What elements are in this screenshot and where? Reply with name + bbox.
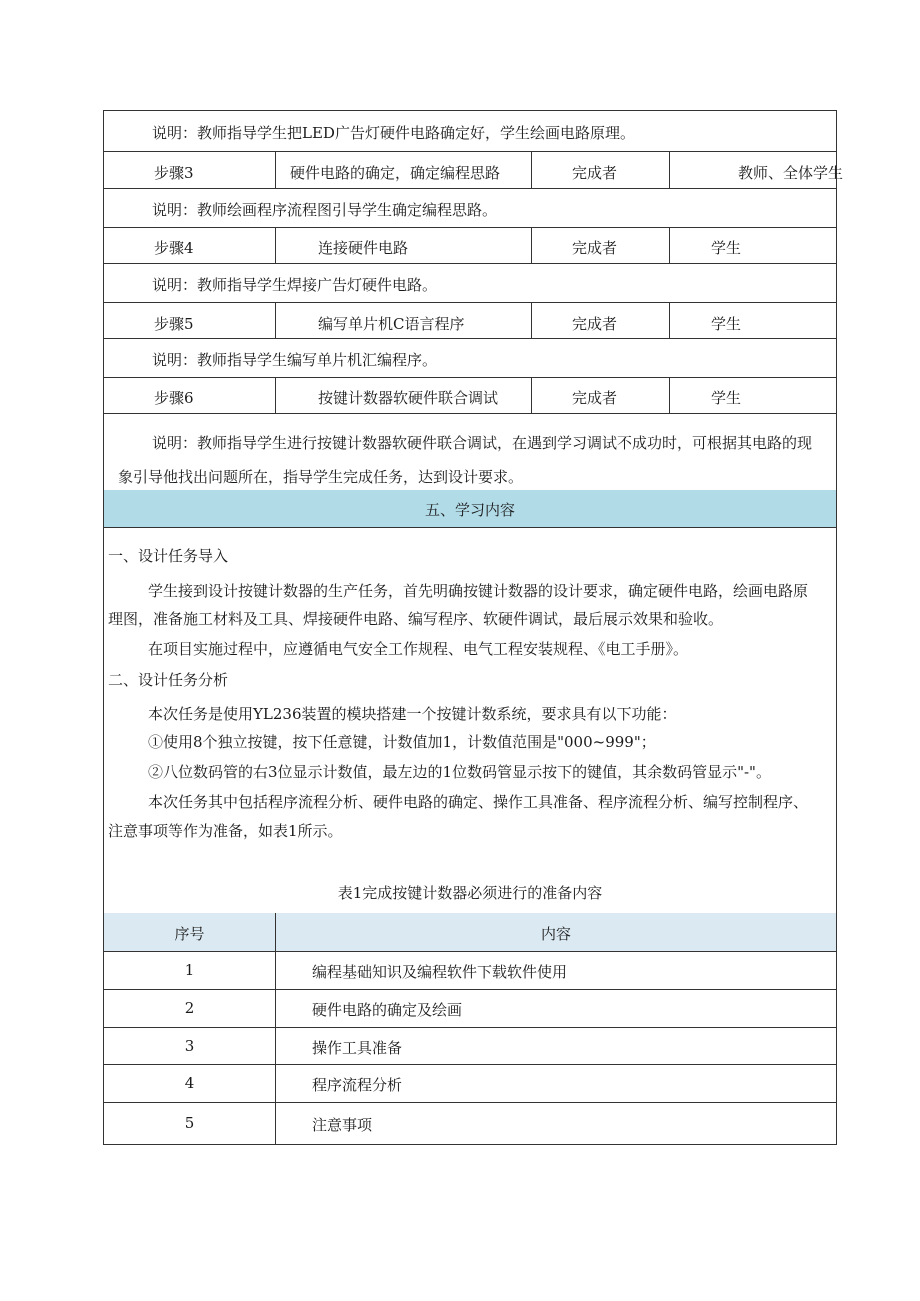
section-banner bbox=[104, 490, 836, 527]
document-frame bbox=[103, 110, 844, 1145]
divider bbox=[669, 227, 670, 263]
heading-task-analysis: 二、设计任务分析 bbox=[108, 671, 229, 689]
table-row-no: 2 bbox=[184, 999, 195, 1017]
step5-note: 说明：教师指导学生编写单片机汇编程序。 bbox=[152, 351, 438, 369]
step3-task: 硬件电路的确定，确定编程思路 bbox=[290, 164, 501, 182]
step5-role: 学生 bbox=[711, 315, 742, 333]
divider bbox=[669, 302, 670, 338]
divider bbox=[531, 151, 532, 188]
divider bbox=[275, 227, 276, 263]
table-header bbox=[104, 913, 836, 951]
step2-note: 说明：教师指导学生把LED广告灯硬件电路确定好，学生绘画电路原理。 bbox=[152, 124, 635, 142]
divider bbox=[531, 377, 532, 413]
step4-task: 连接硬件电路 bbox=[318, 239, 409, 257]
header-content: 内容 bbox=[540, 925, 571, 943]
step4-label: 步骤4 bbox=[154, 239, 194, 257]
step5-label: 步骤5 bbox=[154, 315, 194, 333]
table-row-no: 3 bbox=[184, 1037, 195, 1055]
divider bbox=[275, 151, 276, 188]
table-row-no: 1 bbox=[184, 961, 195, 979]
divider bbox=[104, 151, 836, 152]
paragraph-4-line1: 本次任务其中包括程序流程分析、硬件电路的确定、操作工具准备、程序流程分析、编写控制程序、 bbox=[148, 793, 809, 811]
requirement-2: ②八位数码管的右3位显示计数值，最左边的1位数码管显示按下的键值，其余数码管显示"-"。 bbox=[148, 763, 771, 781]
divider bbox=[104, 302, 836, 303]
table-row-content: 硬件电路的确定及绘画 bbox=[312, 1001, 463, 1019]
divider bbox=[275, 377, 276, 413]
divider bbox=[104, 1064, 836, 1065]
divider bbox=[104, 527, 836, 528]
divider bbox=[104, 989, 836, 990]
table-row-content: 编程基础知识及编程软件下载软件使用 bbox=[312, 963, 568, 981]
header-index: 序号 bbox=[174, 925, 205, 943]
divider bbox=[669, 377, 670, 413]
step6-note-line2: 象引导他找出问题所在，指导学生完成任务，达到设计要求。 bbox=[118, 468, 524, 486]
step5-task: 编写单片机C语言程序 bbox=[318, 315, 465, 333]
divider bbox=[531, 227, 532, 263]
section-title: 五、学习内容 bbox=[424, 501, 515, 519]
divider bbox=[104, 951, 836, 952]
paragraph-1-line1: 学生接到设计按键计数器的生产任务，首先明确按键计数器的设计要求，确定硬件电路，绘画电路原 bbox=[148, 582, 809, 600]
divider bbox=[669, 151, 670, 188]
divider bbox=[104, 338, 836, 339]
heading-task-intro: 一、设计任务导入 bbox=[108, 547, 229, 565]
table-row-no: 5 bbox=[184, 1114, 195, 1132]
paragraph-4-line2: 注意事项等作为准备，如表1所示。 bbox=[108, 822, 343, 840]
paragraph-1-line2: 理图，准备施工材料及工具、焊接硬件电路、编写程序、软硬件调试，最后展示效果和验收。 bbox=[108, 610, 724, 628]
divider bbox=[104, 413, 836, 414]
step6-role: 学生 bbox=[711, 389, 742, 407]
divider bbox=[275, 913, 276, 1144]
step6-label: 步骤6 bbox=[154, 389, 194, 407]
step6-task: 按键计数器软硬件联合调试 bbox=[318, 389, 499, 407]
table-row-content: 注意事项 bbox=[312, 1116, 373, 1134]
step6-role-label: 完成者 bbox=[572, 389, 618, 407]
divider bbox=[104, 1027, 836, 1028]
table-row-content: 操作工具准备 bbox=[312, 1039, 403, 1057]
divider bbox=[531, 302, 532, 338]
divider bbox=[104, 377, 836, 378]
divider bbox=[104, 227, 836, 228]
step5-role-label: 完成者 bbox=[572, 315, 618, 333]
table-row-content: 程序流程分析 bbox=[312, 1076, 403, 1094]
step4-role: 学生 bbox=[711, 239, 742, 257]
step3-note: 说明：教师绘画程序流程图引导学生确定编程思路。 bbox=[152, 201, 498, 219]
divider bbox=[275, 302, 276, 338]
step4-note: 说明：教师指导学生焊接广告灯硬件电路。 bbox=[152, 276, 438, 294]
paragraph-2: 在项目实施过程中，应遵循电气安全工作规程、电气工程安装规程、《电工手册》。 bbox=[148, 640, 689, 658]
requirement-1: ①使用8个独立按键，按下任意键，计数值加1，计数值范围是"000~999"； bbox=[148, 733, 656, 751]
table-row-no: 4 bbox=[184, 1074, 195, 1092]
paragraph-3: 本次任务是使用YL236装置的模块搭建一个按键计数系统，要求具有以下功能： bbox=[148, 705, 677, 723]
step3-role: 教师、全体学生 bbox=[738, 164, 844, 182]
divider bbox=[104, 263, 836, 264]
step3-label: 步骤3 bbox=[154, 164, 194, 182]
step3-role-label: 完成者 bbox=[572, 164, 618, 182]
divider bbox=[104, 1102, 836, 1103]
table-caption: 表1完成按键计数器必须进行的准备内容 bbox=[337, 884, 603, 902]
divider bbox=[104, 188, 836, 189]
step6-note-line1: 说明：教师指导学生进行按键计数器软硬件联合调试，在遇到学习调试不成功时，可根据其电路的现 bbox=[152, 434, 813, 452]
step4-role-label: 完成者 bbox=[572, 239, 618, 257]
